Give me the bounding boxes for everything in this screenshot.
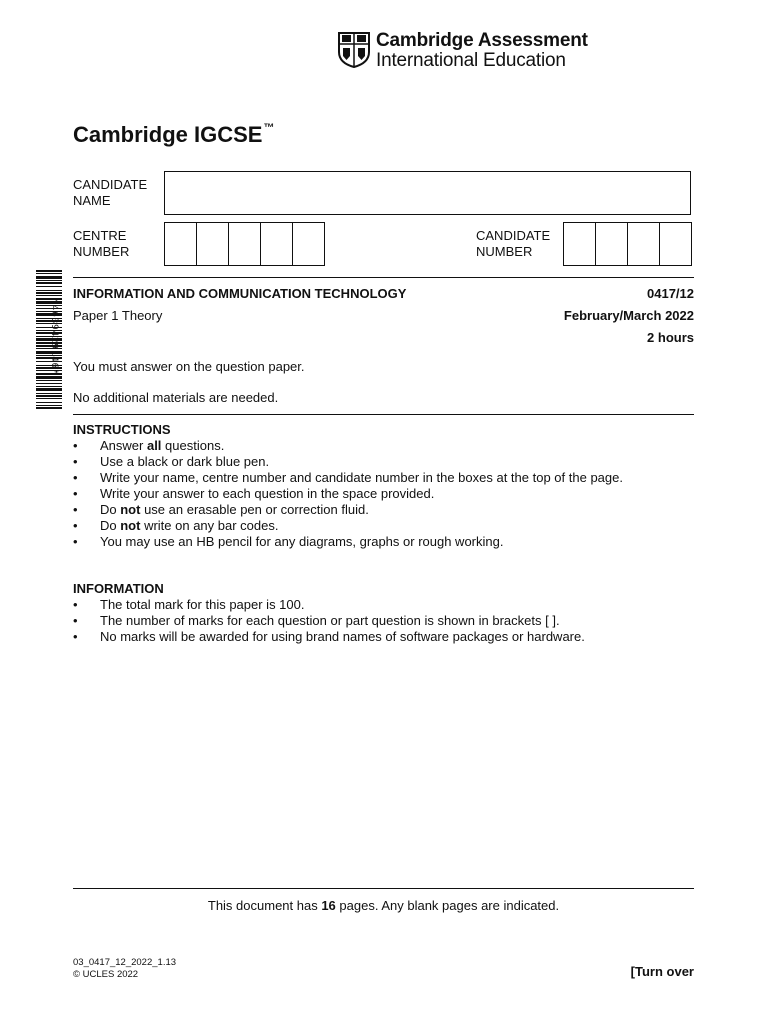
candidate-digit-box[interactable] bbox=[596, 223, 628, 265]
subject-code: 0417/12 bbox=[647, 286, 694, 301]
instruction-text-end: use an erasable pen or correction fluid. bbox=[140, 502, 369, 517]
information-item bbox=[73, 597, 585, 613]
barcode-bar bbox=[36, 398, 62, 399]
bullet-icon: • bbox=[73, 502, 78, 517]
centre-digit-box[interactable] bbox=[197, 223, 229, 265]
barcode-bar bbox=[36, 273, 62, 274]
barcode-number: *4639429146* bbox=[49, 298, 59, 376]
instruction-item bbox=[73, 454, 623, 470]
information-section bbox=[73, 581, 585, 645]
logo bbox=[338, 30, 588, 72]
barcode-bar bbox=[36, 407, 62, 409]
candidate-name-label: CANDIDATE NAME bbox=[73, 177, 148, 208]
instruction-text: You may use an HB pencil for any diagrams, graphs or rough working. bbox=[100, 534, 504, 549]
exam-duration: 2 hours bbox=[647, 330, 694, 345]
candidate-number-boxes[interactable] bbox=[563, 222, 692, 266]
instruction-emphasis: not bbox=[120, 502, 141, 517]
barcode-bar bbox=[36, 270, 62, 272]
page-count: 16 bbox=[321, 898, 336, 913]
instruction-text-end: questions. bbox=[161, 438, 225, 453]
instruction-text-end: write on any bar codes. bbox=[140, 518, 279, 533]
page-count-note bbox=[73, 898, 694, 913]
qualification-name: Cambridge IGCSE bbox=[73, 122, 263, 147]
trademark-mark: ™ bbox=[263, 122, 275, 134]
candidate-digit-box[interactable] bbox=[564, 223, 596, 265]
list-item-text bbox=[100, 518, 278, 534]
list-item-text bbox=[100, 629, 585, 645]
instruction-item bbox=[73, 438, 623, 454]
instruction-item bbox=[73, 486, 623, 502]
footer-meta bbox=[73, 957, 176, 981]
instruction-emphasis: not bbox=[120, 518, 141, 533]
information-text: The number of marks for each question or part question is shown in brackets [ ]. bbox=[100, 613, 560, 628]
candidate-number-label: CANDIDATE NUMBER bbox=[476, 228, 551, 259]
instruction-text: Write your name, centre number and candidate number in the boxes at the top of the page. bbox=[100, 470, 623, 485]
copyright: © UCLES 2022 bbox=[73, 969, 139, 980]
divider-top bbox=[73, 277, 694, 278]
instructions-heading: INSTRUCTIONS bbox=[73, 422, 171, 437]
divider-bottom bbox=[73, 888, 694, 889]
bullet-icon: • bbox=[73, 486, 78, 501]
instruction-emphasis: all bbox=[146, 438, 162, 453]
list-item-text bbox=[100, 438, 224, 454]
list-item-text bbox=[100, 502, 369, 518]
centre-number-boxes[interactable] bbox=[164, 222, 325, 266]
org-name-line2: International Education bbox=[376, 50, 566, 71]
paper-name: Paper 1 Theory bbox=[73, 308, 163, 323]
qualification-title bbox=[73, 122, 274, 148]
bullet-icon: • bbox=[73, 613, 78, 628]
instruction-item bbox=[73, 518, 623, 534]
instruction-text: Use a black or dark blue pen. bbox=[100, 454, 270, 469]
bullet-icon: • bbox=[73, 597, 78, 612]
bullet-icon: • bbox=[73, 518, 78, 533]
bullet-icon: • bbox=[73, 438, 78, 453]
instruction-item bbox=[73, 534, 623, 550]
org-name-line1: Cambridge Assessment bbox=[376, 30, 588, 51]
barcode-bar bbox=[36, 402, 62, 403]
list-item-text bbox=[100, 613, 560, 629]
exam-session: February/March 2022 bbox=[563, 308, 694, 323]
information-item bbox=[73, 613, 585, 629]
page-count-pre: This document has bbox=[207, 898, 322, 913]
materials-note: No additional materials are needed. bbox=[73, 390, 279, 405]
information-text: The total mark for this paper is 100. bbox=[100, 597, 305, 612]
centre-digit-box[interactable] bbox=[293, 223, 324, 265]
instructions-section bbox=[73, 422, 623, 550]
divider-middle bbox=[73, 414, 694, 415]
candidate-name-box[interactable] bbox=[164, 171, 691, 215]
information-heading: INFORMATION bbox=[73, 581, 164, 596]
information-item bbox=[73, 629, 585, 645]
page-count-post: pages. Any blank pages are indicated. bbox=[335, 898, 560, 913]
turn-over: [Turn over bbox=[630, 964, 694, 979]
list-item-text bbox=[100, 470, 623, 486]
list-item-text bbox=[100, 486, 434, 502]
information-text: No marks will be awarded for using brand names of software packages or hardware. bbox=[100, 629, 585, 644]
instruction-text: Write your answer to each question in the space provided. bbox=[100, 486, 435, 501]
centre-number-label: CENTRE NUMBER bbox=[73, 228, 130, 259]
bullet-icon: • bbox=[73, 534, 78, 549]
barcode-bar bbox=[36, 405, 62, 406]
list-item-text bbox=[100, 454, 269, 470]
instruction-text: Answer bbox=[100, 438, 147, 453]
centre-digit-box[interactable] bbox=[165, 223, 197, 265]
centre-digit-box[interactable] bbox=[261, 223, 293, 265]
document-code: 03_0417_12_2022_1.13 bbox=[73, 957, 177, 968]
list-item-text bbox=[100, 597, 304, 613]
candidate-digit-box[interactable] bbox=[660, 223, 691, 265]
instruction-text: Do bbox=[100, 518, 121, 533]
crest-icon bbox=[338, 32, 370, 68]
answer-note: You must answer on the question paper. bbox=[73, 359, 305, 374]
subject-title: INFORMATION AND COMMUNICATION TECHNOLOGY bbox=[73, 286, 407, 301]
centre-digit-box[interactable] bbox=[229, 223, 261, 265]
bullet-icon: • bbox=[73, 454, 78, 469]
instruction-text: Do bbox=[100, 502, 121, 517]
instruction-item bbox=[73, 470, 623, 486]
barcode bbox=[36, 270, 62, 410]
list-item-text bbox=[100, 534, 503, 550]
bullet-icon: • bbox=[73, 629, 78, 644]
candidate-digit-box[interactable] bbox=[628, 223, 660, 265]
bullet-icon: • bbox=[73, 470, 78, 485]
instruction-item bbox=[73, 502, 623, 518]
